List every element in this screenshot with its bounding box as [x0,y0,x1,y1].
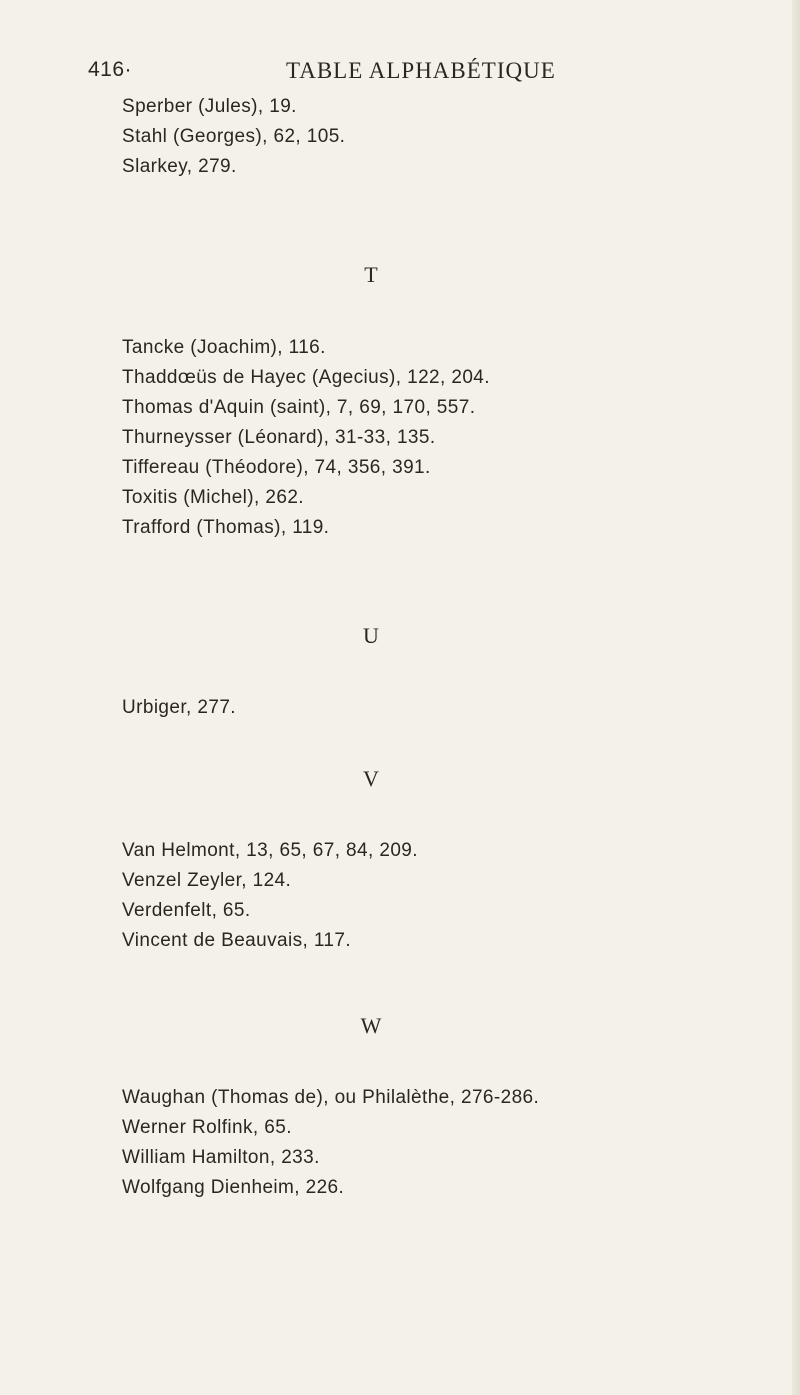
running-title: TABLE ALPHABÉTIQUE [286,58,556,83]
section-letter-v: V [363,766,379,791]
index-entry: Thaddœüs de Hayec (Agecius), 122, 204. [122,367,490,388]
index-entry: Urbiger, 277. [122,697,236,718]
page-number: 416· [88,58,133,81]
index-entry: Waughan (Thomas de), ou Philalèthe, 276-286. [122,1087,540,1108]
section-letter-w: W [360,1013,382,1038]
index-entry: Werner Rolfink, 65. [122,1117,292,1138]
section-v-entries [122,836,762,956]
page-header [88,58,690,86]
index-entry: Sperber (Jules), 19. [122,96,297,117]
index-entry: Tancke (Joachim), 116. [122,337,326,358]
index-entry: Thurneysser (Léonard), 31-33, 135. [122,427,436,448]
section-letter-u: U [363,623,379,648]
index-entry: Wolfgang Dienheim, 226. [122,1177,345,1198]
page-edge [792,0,800,1395]
section-letter-t: T [364,262,378,287]
index-entry: Venzel Zeyler, 124. [122,870,292,891]
section-u-entries [122,693,762,723]
index-entry: Stahl (Georges), 62, 105. [122,126,346,147]
section-s-entries [122,92,762,182]
index-entry: Vincent de Beauvais, 117. [122,930,352,951]
index-entry: Slarkey, 279. [122,156,237,177]
index-entry: William Hamilton, 233. [122,1147,320,1168]
index-entry: Trafford (Thomas), 119. [122,517,330,538]
section-t-entries [122,333,762,543]
index-entry: Thomas d'Aquin (saint), 7, 69, 170, 557. [122,397,476,418]
index-entry: Tiffereau (Théodore), 74, 356, 391. [122,457,431,478]
index-entry: Van Helmont, 13, 65, 67, 84, 209. [122,840,418,861]
section-w-entries [122,1083,762,1203]
index-entry: Verdenfelt, 65. [122,900,251,921]
index-entry: Toxitis (Michel), 262. [122,487,304,508]
